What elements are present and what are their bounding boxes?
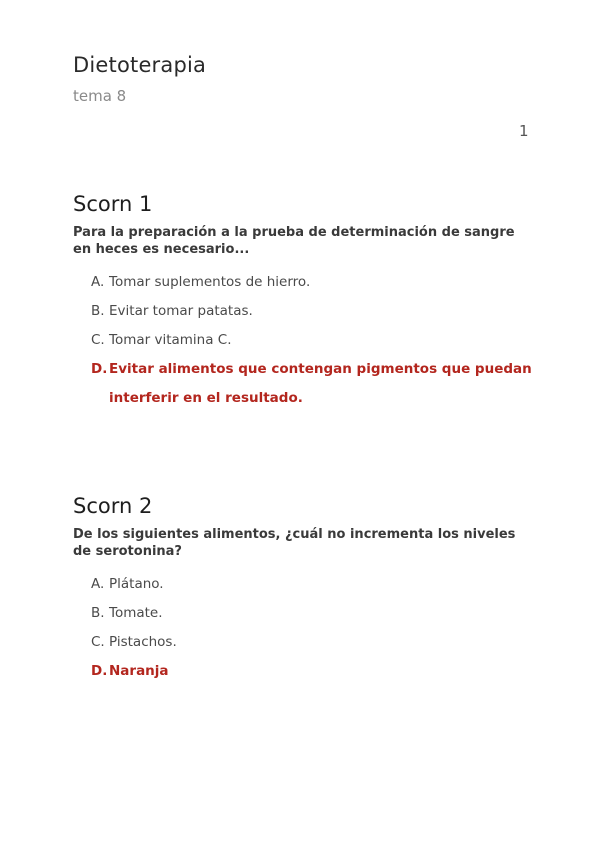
answer-option-d-correct	[91, 657, 533, 686]
option-text: Tomar vitamina C.	[109, 332, 232, 348]
answer-option-b	[91, 599, 533, 628]
question-section-1	[73, 190, 533, 413]
answer-option-c	[91, 628, 533, 657]
answer-options	[73, 268, 533, 413]
answer-option-d-correct	[91, 355, 533, 413]
answer-option-b	[91, 297, 533, 326]
question-section-2	[73, 492, 533, 686]
answer-options	[73, 570, 533, 686]
option-text: Tomate.	[109, 605, 163, 621]
answer-option-a	[91, 268, 533, 297]
option-letter: B.	[91, 303, 105, 319]
option-text: Tomar suplementos de hierro.	[109, 274, 311, 290]
option-text: Naranja	[109, 663, 169, 679]
option-letter: A.	[91, 274, 105, 290]
option-letter: C.	[91, 634, 105, 650]
document-subtitle: tema 8	[73, 87, 127, 105]
question-text: Para la preparación a la prueba de determinación de sangre en heces es necesario...	[73, 225, 515, 257]
section-title: Scorn 1	[73, 192, 153, 216]
option-letter: C.	[91, 332, 105, 348]
option-text: Plátano.	[109, 576, 164, 592]
option-letter: D.	[91, 361, 108, 377]
section-title: Scorn 2	[73, 494, 153, 518]
answer-option-c	[91, 326, 533, 355]
option-letter: A.	[91, 576, 105, 592]
answer-option-a	[91, 570, 533, 599]
question-text: De los siguientes alimentos, ¿cuál no incrementa los niveles de serotonina?	[73, 527, 516, 559]
document-title: Dietoterapia	[73, 53, 207, 77]
option-text: Evitar alimentos que contengan pigmentos que puedan interferir en el resultado.	[109, 361, 532, 406]
page-number: 1	[519, 122, 529, 140]
option-text: Pistachos.	[109, 634, 177, 650]
option-letter: B.	[91, 605, 105, 621]
option-text: Evitar tomar patatas.	[109, 303, 253, 319]
option-letter: D.	[91, 663, 108, 679]
